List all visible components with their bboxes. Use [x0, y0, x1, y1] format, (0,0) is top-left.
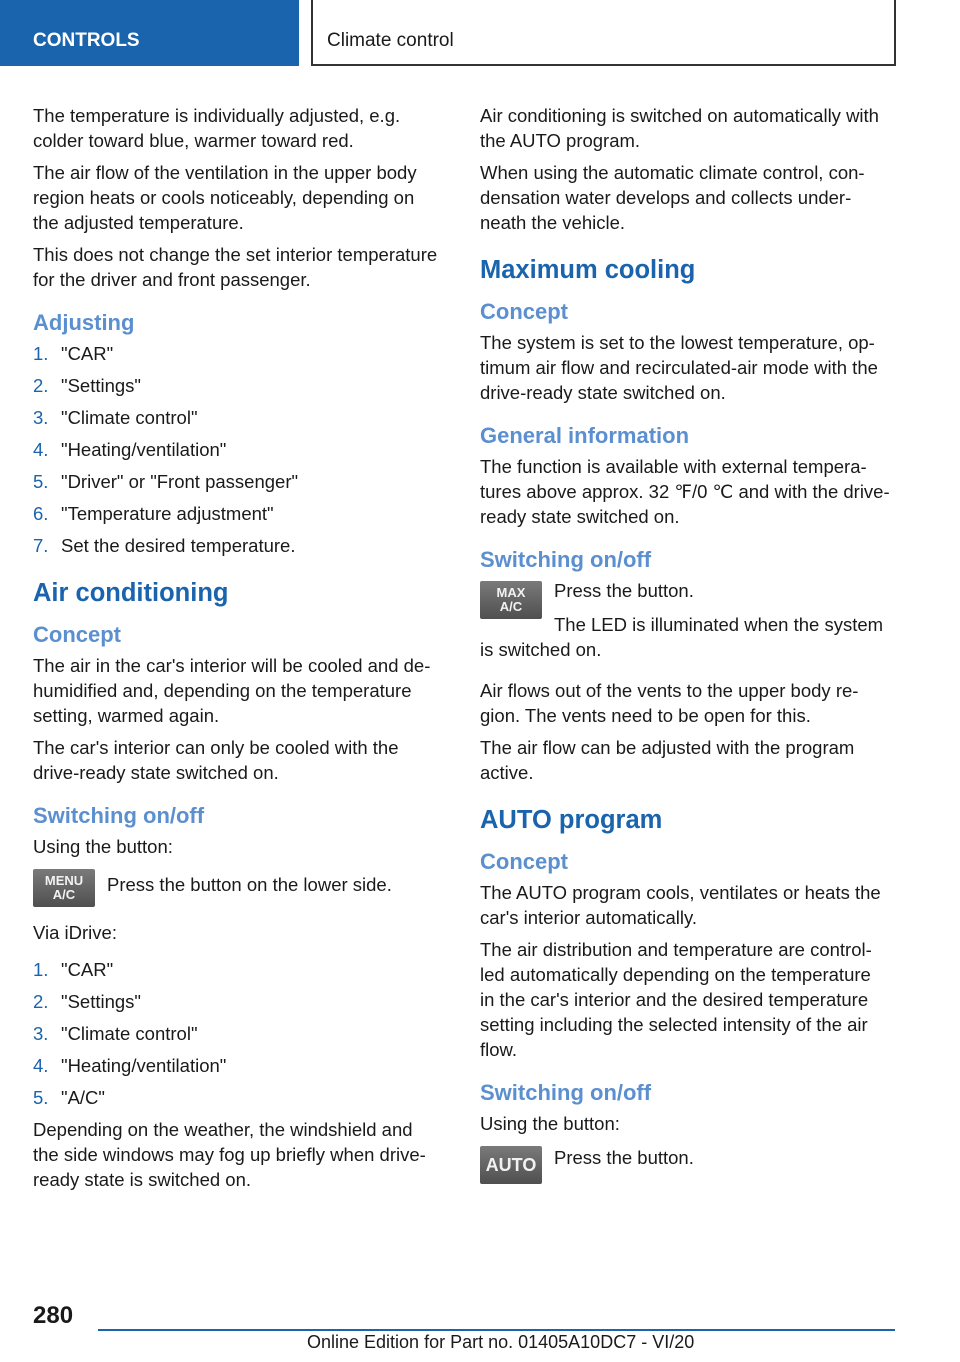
auto-instruction — [480, 1143, 890, 1187]
led-paragraph: The LED is illuminated when the system is switched on. — [480, 614, 884, 660]
step-number: 3. — [33, 1023, 49, 1044]
adjust-paragraph: The air flow can be adjusted with the program active. — [480, 737, 855, 783]
step-text: "CAR" — [61, 959, 114, 980]
airflow-paragraph: Air flows out of the vents to the upper body region. The vents need to be open for this. — [480, 680, 859, 726]
icon-label: A/C — [499, 599, 523, 614]
step-number: 2. — [33, 375, 49, 396]
step-number: 1. — [33, 343, 49, 364]
step-item — [33, 1085, 443, 1110]
air-conditioning-heading: Air conditioning — [33, 579, 229, 607]
via-idrive-text: Via iDrive: — [33, 922, 117, 943]
step-number: 7. — [33, 535, 49, 556]
intro-paragraph: This does not change the set interior temperature for the driver and front passenger. — [33, 244, 438, 290]
step-item — [33, 341, 443, 366]
step-text: "Climate control" — [61, 407, 198, 428]
concept-paragraph: The air in the car's interior will be cooled and dehumidified and, depending on the temperature setting, warmed again. — [33, 655, 431, 726]
step-item — [33, 1021, 443, 1046]
adjusting-heading: Adjusting — [33, 310, 135, 335]
footer-divider — [98, 1329, 895, 1331]
fog-paragraph: Depending on the weather, the windshield and the side windows may fog up briefly when drive-ready state is switched on. — [33, 1119, 426, 1190]
step-item — [33, 437, 443, 462]
concept-heading: Concept — [33, 622, 121, 647]
step-text: "Settings" — [61, 991, 141, 1012]
section-tab: CONTROLS — [0, 0, 299, 66]
idrive-steps — [33, 957, 443, 1110]
page-header — [0, 0, 960, 66]
general-paragraph: The function is available with external temperatures above approx. 32 ℉/0 ℃ and with the drive-ready state switched on. — [480, 456, 890, 527]
press-button-text: Press the button. — [554, 580, 694, 601]
page-number: 280 — [33, 1302, 74, 1329]
right-column — [480, 103, 890, 1197]
edition-footer: Online Edition for Part no. 01405A10DC7 - VI/20 — [307, 1332, 695, 1352]
step-item — [33, 501, 443, 526]
auto-concept-paragraph: The AUTO program cools, ventilates or heats the car's interior automatically. — [480, 882, 881, 928]
press-lower-text: Press the button on the lower side. — [107, 874, 392, 895]
switching-heading: Switching on/off — [33, 803, 205, 828]
condensation-paragraph: When using the automatic climate control, condensation water develops and collects underneath the vehicle. — [480, 162, 865, 233]
concept-heading: Concept — [480, 299, 568, 324]
concept-paragraph: The car's interior can only be cooled with the drive-ready state switched on. — [33, 737, 399, 783]
concept-heading: Concept — [480, 849, 568, 874]
step-text: "Heating/ventilation" — [61, 1055, 227, 1076]
max-ac-button-icon — [480, 581, 542, 619]
step-item — [33, 405, 443, 430]
auto-press-text: Press the button. — [554, 1147, 694, 1168]
general-information-heading: General information — [480, 423, 690, 448]
switching-heading: Switching on/off — [480, 547, 652, 572]
menu-ac-button-icon — [33, 869, 95, 907]
step-text: "Temperature adjustment" — [61, 503, 274, 524]
adjusting-steps — [33, 341, 443, 558]
using-button-text: Using the button: — [33, 836, 173, 857]
step-number: 5. — [33, 471, 49, 492]
max-concept-paragraph: The system is set to the lowest temperature, optimum air flow and recirculated-air mode with the drive-ready state switched on. — [480, 332, 878, 403]
step-item — [33, 1053, 443, 1078]
auto-program-heading: AUTO program — [480, 806, 663, 834]
step-text: "Settings" — [61, 375, 141, 396]
switching-heading: Switching on/off — [480, 1080, 652, 1105]
intro-paragraph: The air flow of the ventilation in the upper body region heats or cools noticeably, depending on the adjusted temperature. — [33, 162, 417, 233]
step-item — [33, 533, 443, 558]
step-text: "Driver" or "Front passenger" — [61, 471, 299, 492]
auto-distribution-paragraph: The air distribution and temperature are controlled automatically depending on the temperature in the car's interior and the desired temperature setting including the selected intensity of the air flow. — [480, 939, 872, 1060]
chapter-title: Climate control — [311, 0, 896, 66]
left-column — [33, 103, 443, 1199]
step-number: 4. — [33, 1055, 49, 1076]
step-item — [33, 469, 443, 494]
auto-button-icon: AUTO — [480, 1146, 542, 1184]
step-number: 1. — [33, 959, 49, 980]
step-number: 5. — [33, 1087, 49, 1108]
step-text: "A/C" — [61, 1087, 105, 1108]
step-item — [33, 989, 443, 1014]
intro-paragraph: The temperature is individually adjusted, e.g. colder toward blue, warmer toward red. — [33, 105, 401, 151]
step-text: "Climate control" — [61, 1023, 198, 1044]
step-number: 4. — [33, 439, 49, 460]
icon-label: MENU — [44, 873, 84, 888]
step-item — [33, 957, 443, 982]
icon-label: MAX — [496, 585, 526, 600]
step-text: "Heating/ventilation" — [61, 439, 227, 460]
step-number: 6. — [33, 503, 49, 524]
step-number: 2. — [33, 991, 49, 1012]
step-text: "CAR" — [61, 343, 114, 364]
step-text: Set the desired temperature. — [61, 535, 296, 556]
max-ac-instruction — [480, 578, 890, 622]
icon-label: A/C — [52, 887, 76, 902]
using-button-text: Using the button: — [480, 1113, 620, 1134]
maximum-cooling-heading: Maximum cooling — [480, 256, 696, 284]
step-item — [33, 373, 443, 398]
menu-ac-instruction — [33, 866, 443, 910]
step-number: 3. — [33, 407, 49, 428]
auto-on-paragraph: Air conditioning is switched on automatically with the AUTO program. — [480, 105, 879, 151]
